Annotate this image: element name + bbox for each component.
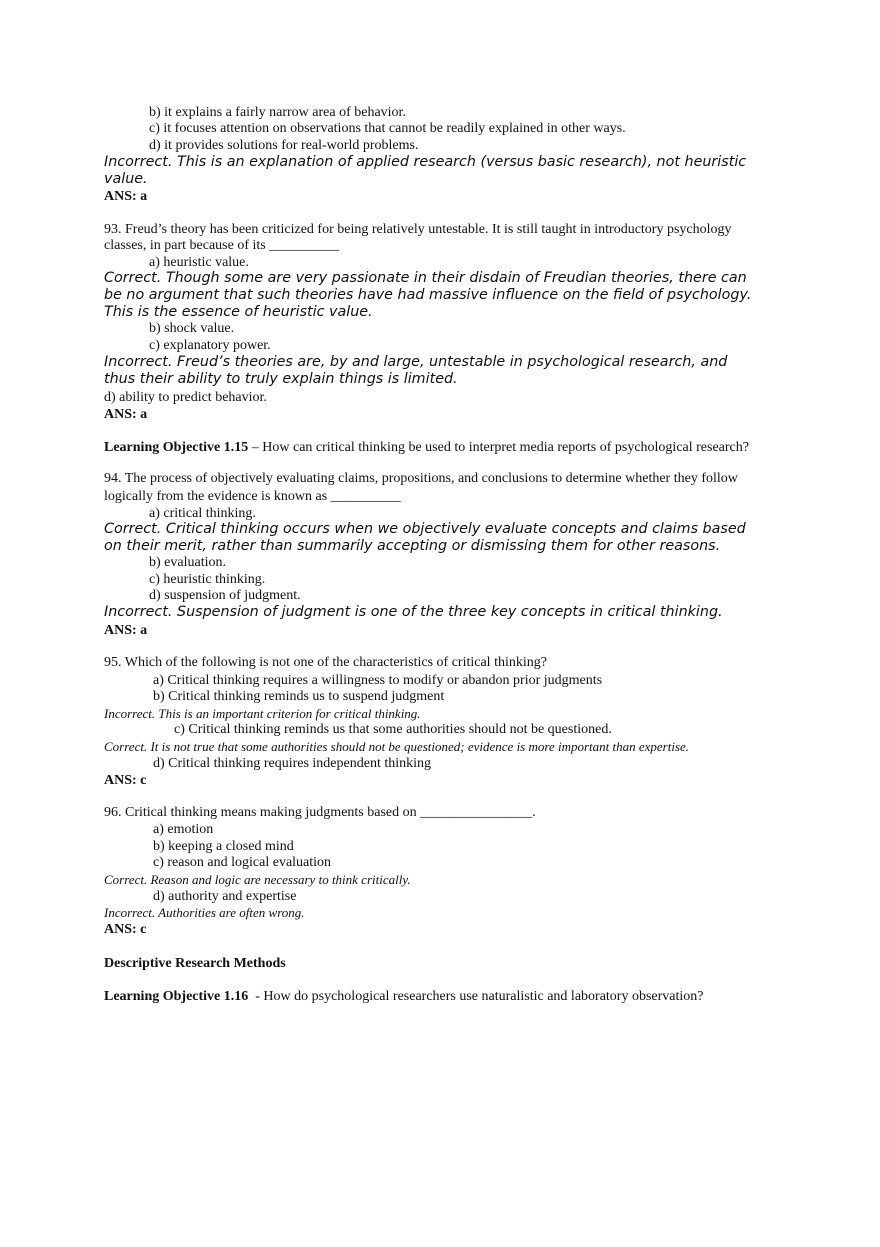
q93-option-a: a) heuristic value. bbox=[149, 255, 249, 270]
q96-answer: ANS: c bbox=[104, 922, 147, 937]
learning-objective-1-16 bbox=[104, 990, 704, 1004]
q96-option-d: d) authority and expertise bbox=[153, 889, 297, 904]
q95-option-b: b) Critical thinking reminds us to suspend judgment bbox=[153, 689, 445, 704]
q92-answer: ANS: a bbox=[104, 189, 148, 204]
section-heading: Descriptive Research Methods bbox=[104, 956, 286, 971]
q93-feedback-c-line-1: Incorrect. Freud’s theories are, by and large, untestable in psychological research, and bbox=[104, 354, 728, 370]
q95-feedback-b: Incorrect. This is an important criterion for critical thinking. bbox=[104, 706, 421, 721]
q93-feedback-c-line-2: thus their ability to truly explain things is limited. bbox=[104, 371, 458, 387]
q96-option-c: c) reason and logical evaluation bbox=[153, 855, 332, 870]
q95-option-c: c) Critical thinking reminds us that some authorities should not be questioned. bbox=[174, 722, 612, 737]
q95-stem: 95. Which of the following is not one of the characteristics of critical thinking? bbox=[104, 655, 547, 670]
q93-answer: ANS: a bbox=[104, 407, 148, 422]
learning-objective-1-16-text: - How do psychological researchers use naturalistic and laboratory observation? bbox=[248, 989, 704, 1004]
q92-option-b: b) it explains a fairly narrow area of behavior. bbox=[149, 105, 406, 120]
learning-objective-1-15-label: Learning Objective 1.15 bbox=[104, 440, 249, 455]
q93-stem-line-2: classes, in part because of its __________ bbox=[104, 238, 340, 253]
q94-feedback-a-line-2: on their merit, rather than summarily accepting or dismissing them for other reasons. bbox=[104, 538, 721, 554]
q92-feedback-line-2: value. bbox=[104, 171, 148, 187]
q93-option-b: b) shock value. bbox=[149, 321, 235, 336]
q96-option-b: b) keeping a closed mind bbox=[153, 839, 294, 854]
q92-option-d: d) it provides solutions for real-world problems. bbox=[149, 138, 419, 153]
q96-option-a: a) emotion bbox=[153, 822, 214, 837]
q93-option-d: d) ability to predict behavior. bbox=[104, 390, 267, 405]
q94-answer: ANS: a bbox=[104, 623, 148, 638]
q93-feedback-a-line-2: be no argument that such theories have had massive influence on the field of psychology. bbox=[104, 287, 752, 303]
q92-feedback-line-1: Incorrect. This is an explanation of applied research (versus basic research), not heuristic bbox=[104, 154, 747, 170]
q96-feedback-c: Correct. Reason and logic are necessary to think critically. bbox=[104, 872, 411, 887]
q94-option-c: c) heuristic thinking. bbox=[149, 572, 266, 587]
q95-option-d: d) Critical thinking requires independent thinking bbox=[153, 756, 431, 771]
q94-feedback-a-line-1: Correct. Critical thinking occurs when we objectively evaluate concepts and claims based bbox=[104, 521, 746, 537]
q94-stem-line-2: logically from the evidence is known as __________ bbox=[104, 489, 401, 504]
learning-objective-1-15 bbox=[104, 441, 749, 455]
q96-stem: 96. Critical thinking means making judgments based on ________________. bbox=[104, 805, 536, 820]
q93-feedback-a-line-3: This is the essence of heuristic value. bbox=[104, 304, 373, 320]
q95-answer: ANS: c bbox=[104, 773, 147, 788]
q93-feedback-a-line-1: Correct. Though some are very passionate in their disdain of Freudian theories, there can bbox=[104, 270, 747, 286]
q92-option-c: c) it focuses attention on observations that cannot be readily explained in other ways. bbox=[149, 121, 626, 136]
q95-feedback-c: Correct. It is not true that some authorities should not be questioned; evidence is more important than expertise. bbox=[104, 739, 690, 754]
q94-option-a: a) critical thinking. bbox=[149, 506, 256, 521]
learning-objective-1-16-label: Learning Objective 1.16 bbox=[104, 989, 249, 1004]
learning-objective-1-15-text: – How can critical thinking be used to interpret media reports of psychological research? bbox=[248, 440, 749, 455]
q93-stem-line-1: 93. Freud’s theory has been criticized for being relatively untestable. It is still taught in introductory psychology bbox=[104, 222, 732, 237]
q94-option-d: d) suspension of judgment. bbox=[149, 588, 301, 603]
q94-feedback-d: Incorrect. Suspension of judgment is one of the three key concepts in critical thinking. bbox=[104, 604, 723, 620]
q95-option-a: a) Critical thinking requires a willingness to modify or abandon prior judgments bbox=[153, 673, 603, 688]
q96-feedback-d: Incorrect. Authorities are often wrong. bbox=[104, 905, 305, 920]
q94-stem-line-1: 94. The process of objectively evaluating claims, propositions, and conclusions to determine whether they follow bbox=[104, 471, 738, 486]
q93-option-c: c) explanatory power. bbox=[149, 338, 271, 353]
q94-option-b: b) evaluation. bbox=[149, 555, 226, 570]
